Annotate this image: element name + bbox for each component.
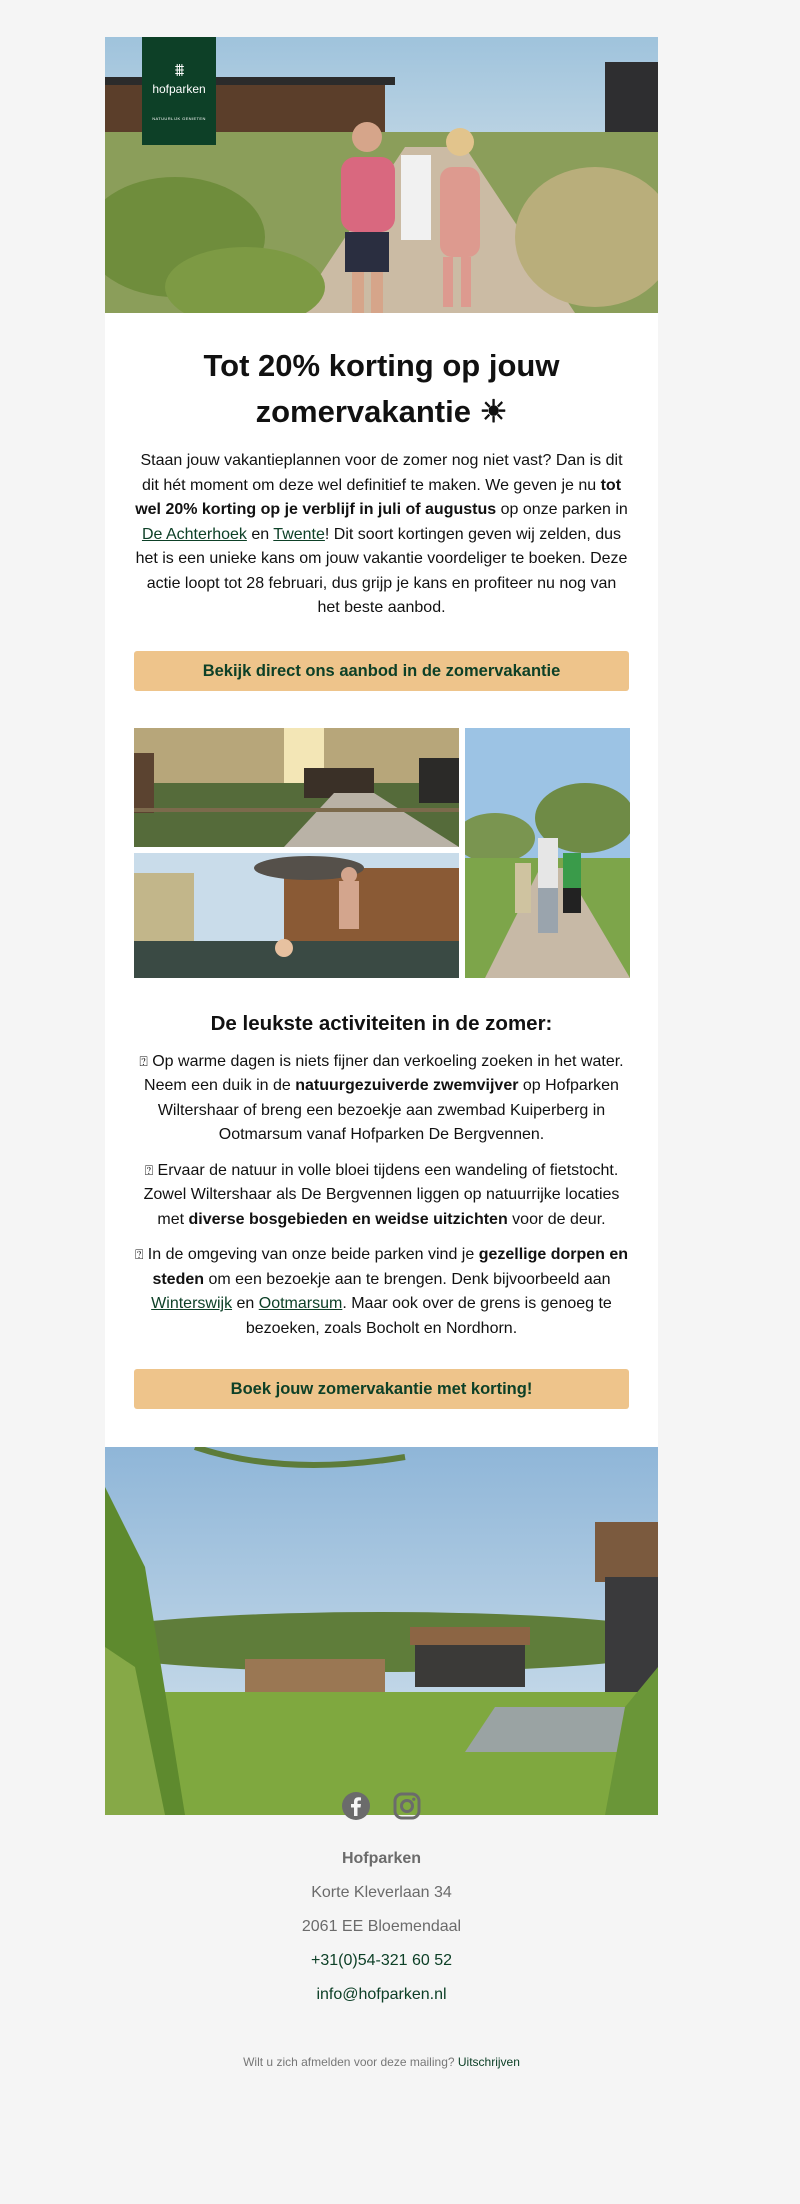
footer-street: Korte Kleverlaan 34 [311, 1884, 452, 1901]
link-ootmarsum[interactable]: Ootmarsum [258, 1295, 343, 1312]
gallery-photo-swim-pond [134, 853, 459, 978]
activity-text: op Hofparken Wiltershaar of breng een bezoekje aan zwembad Kuiperberg in Ootmarsum vanaf Hofparken De Bergvennen. [157, 1077, 619, 1143]
intro-part: Staan jouw vakantieplannen voor de zomer nog niet vast? Dan is dit dit hét moment om deze wel definitief te maken. We geven je nu [140, 452, 623, 494]
footer-email-link[interactable]: info@hofparken.nl [316, 1986, 447, 2003]
hero-image [105, 37, 658, 313]
activity-towns [134, 1243, 629, 1341]
intro-text [134, 449, 629, 621]
activities-title: De leukste activiteiten in de zomer: [210, 1011, 553, 1035]
intro-bold: tot wel 20% korting op je verblijf in juli of augustus [135, 476, 622, 518]
intro-part: en [246, 525, 274, 543]
facebook-icon[interactable] [341, 1791, 371, 1826]
footer-phone-link[interactable]: +31(0)54-321 60 52 [311, 1952, 452, 1969]
placeholder-glyph-icon: ⍰ [144, 1162, 154, 1179]
placeholder-glyph-icon: ⍰ [134, 1247, 144, 1263]
logo-mark-icon: ⩩ [174, 60, 184, 80]
footer-company-name: Hofparken [341, 1850, 422, 1867]
cta-book-summer-button[interactable]: Boek jouw zomervakantie met korting! [134, 1369, 629, 1409]
activity-swimming [134, 1050, 629, 1148]
activity-bold: diverse bosgebieden en weidse uitzichten [188, 1210, 508, 1228]
link-winterswijk[interactable]: Winterswijk [151, 1295, 233, 1312]
link-twente[interactable]: Twente [273, 525, 325, 543]
link-de-achterhoek[interactable]: De Achterhoek [141, 525, 247, 543]
headline: Tot 20% korting op jouw zomervakantie ☀ [203, 348, 560, 429]
logo-tagline: NATUURLIJK GENIETEN [152, 116, 206, 121]
unsubscribe-link[interactable]: Uitschrijven [457, 2055, 520, 2069]
instagram-icon[interactable] [392, 1791, 422, 1826]
activity-text: Ervaar de natuur in volle bloei tijdens een wandeling of fietstocht. Zowel Wiltershaar als De Bergvennen liggen op natuurrijke locaties met [143, 1161, 620, 1228]
gallery-photo-forest-lodges [134, 728, 459, 847]
unsubscribe-note [105, 2055, 658, 2069]
activity-bold: natuurgezuiverde zwemvijver [295, 1077, 519, 1094]
activity-text: In de omgeving van onze beide parken vind je [143, 1246, 479, 1263]
activity-text: om een bezoekje aan te brengen. Denk bijvoorbeeld aan [204, 1270, 611, 1288]
intro-part: ! Dit soort kortingen geven wij zelden, dus het is een unieke kans om jouw vakantie voordeliger te boeken. Deze actie loopt tot 28 februari, dus grijp je kans en profiteer nu nog van het beste aanbod. [135, 525, 628, 616]
photo-gallery [134, 728, 629, 978]
intro-part: op onze parken in [496, 501, 628, 518]
activity-text: Op warme dagen is niets fijner dan verkoeling zoeken in het water. Neem een duik in de [144, 1052, 624, 1094]
logo[interactable] [142, 37, 216, 145]
logo-name: hofparken [152, 82, 206, 96]
activity-bold: gezellige dorpen en steden [152, 1246, 629, 1288]
cta-summer-offer-button[interactable]: Bekijk direct ons aanbod in de zomervakantie [134, 651, 629, 691]
footer-city: 2061 EE Bloemendaal [301, 1918, 462, 1935]
gallery-photo-family-walk [465, 728, 630, 978]
placeholder-glyph-icon: ⍰ [139, 1053, 148, 1070]
park-photo [105, 1447, 658, 1815]
activity-text: en [232, 1295, 259, 1312]
activity-text: voor de deur. [507, 1210, 606, 1228]
activity-text: . Maar ook over de grens is genoeg te bezoeken, zoals Bocholt en Nordhorn. [245, 1295, 612, 1337]
unsubscribe-text: Wilt u zich afmelden voor deze mailing? [243, 2055, 458, 2069]
email-body [105, 37, 658, 1815]
social-links [105, 1791, 658, 1831]
activity-walking [134, 1159, 629, 1233]
footer [105, 1783, 658, 2069]
